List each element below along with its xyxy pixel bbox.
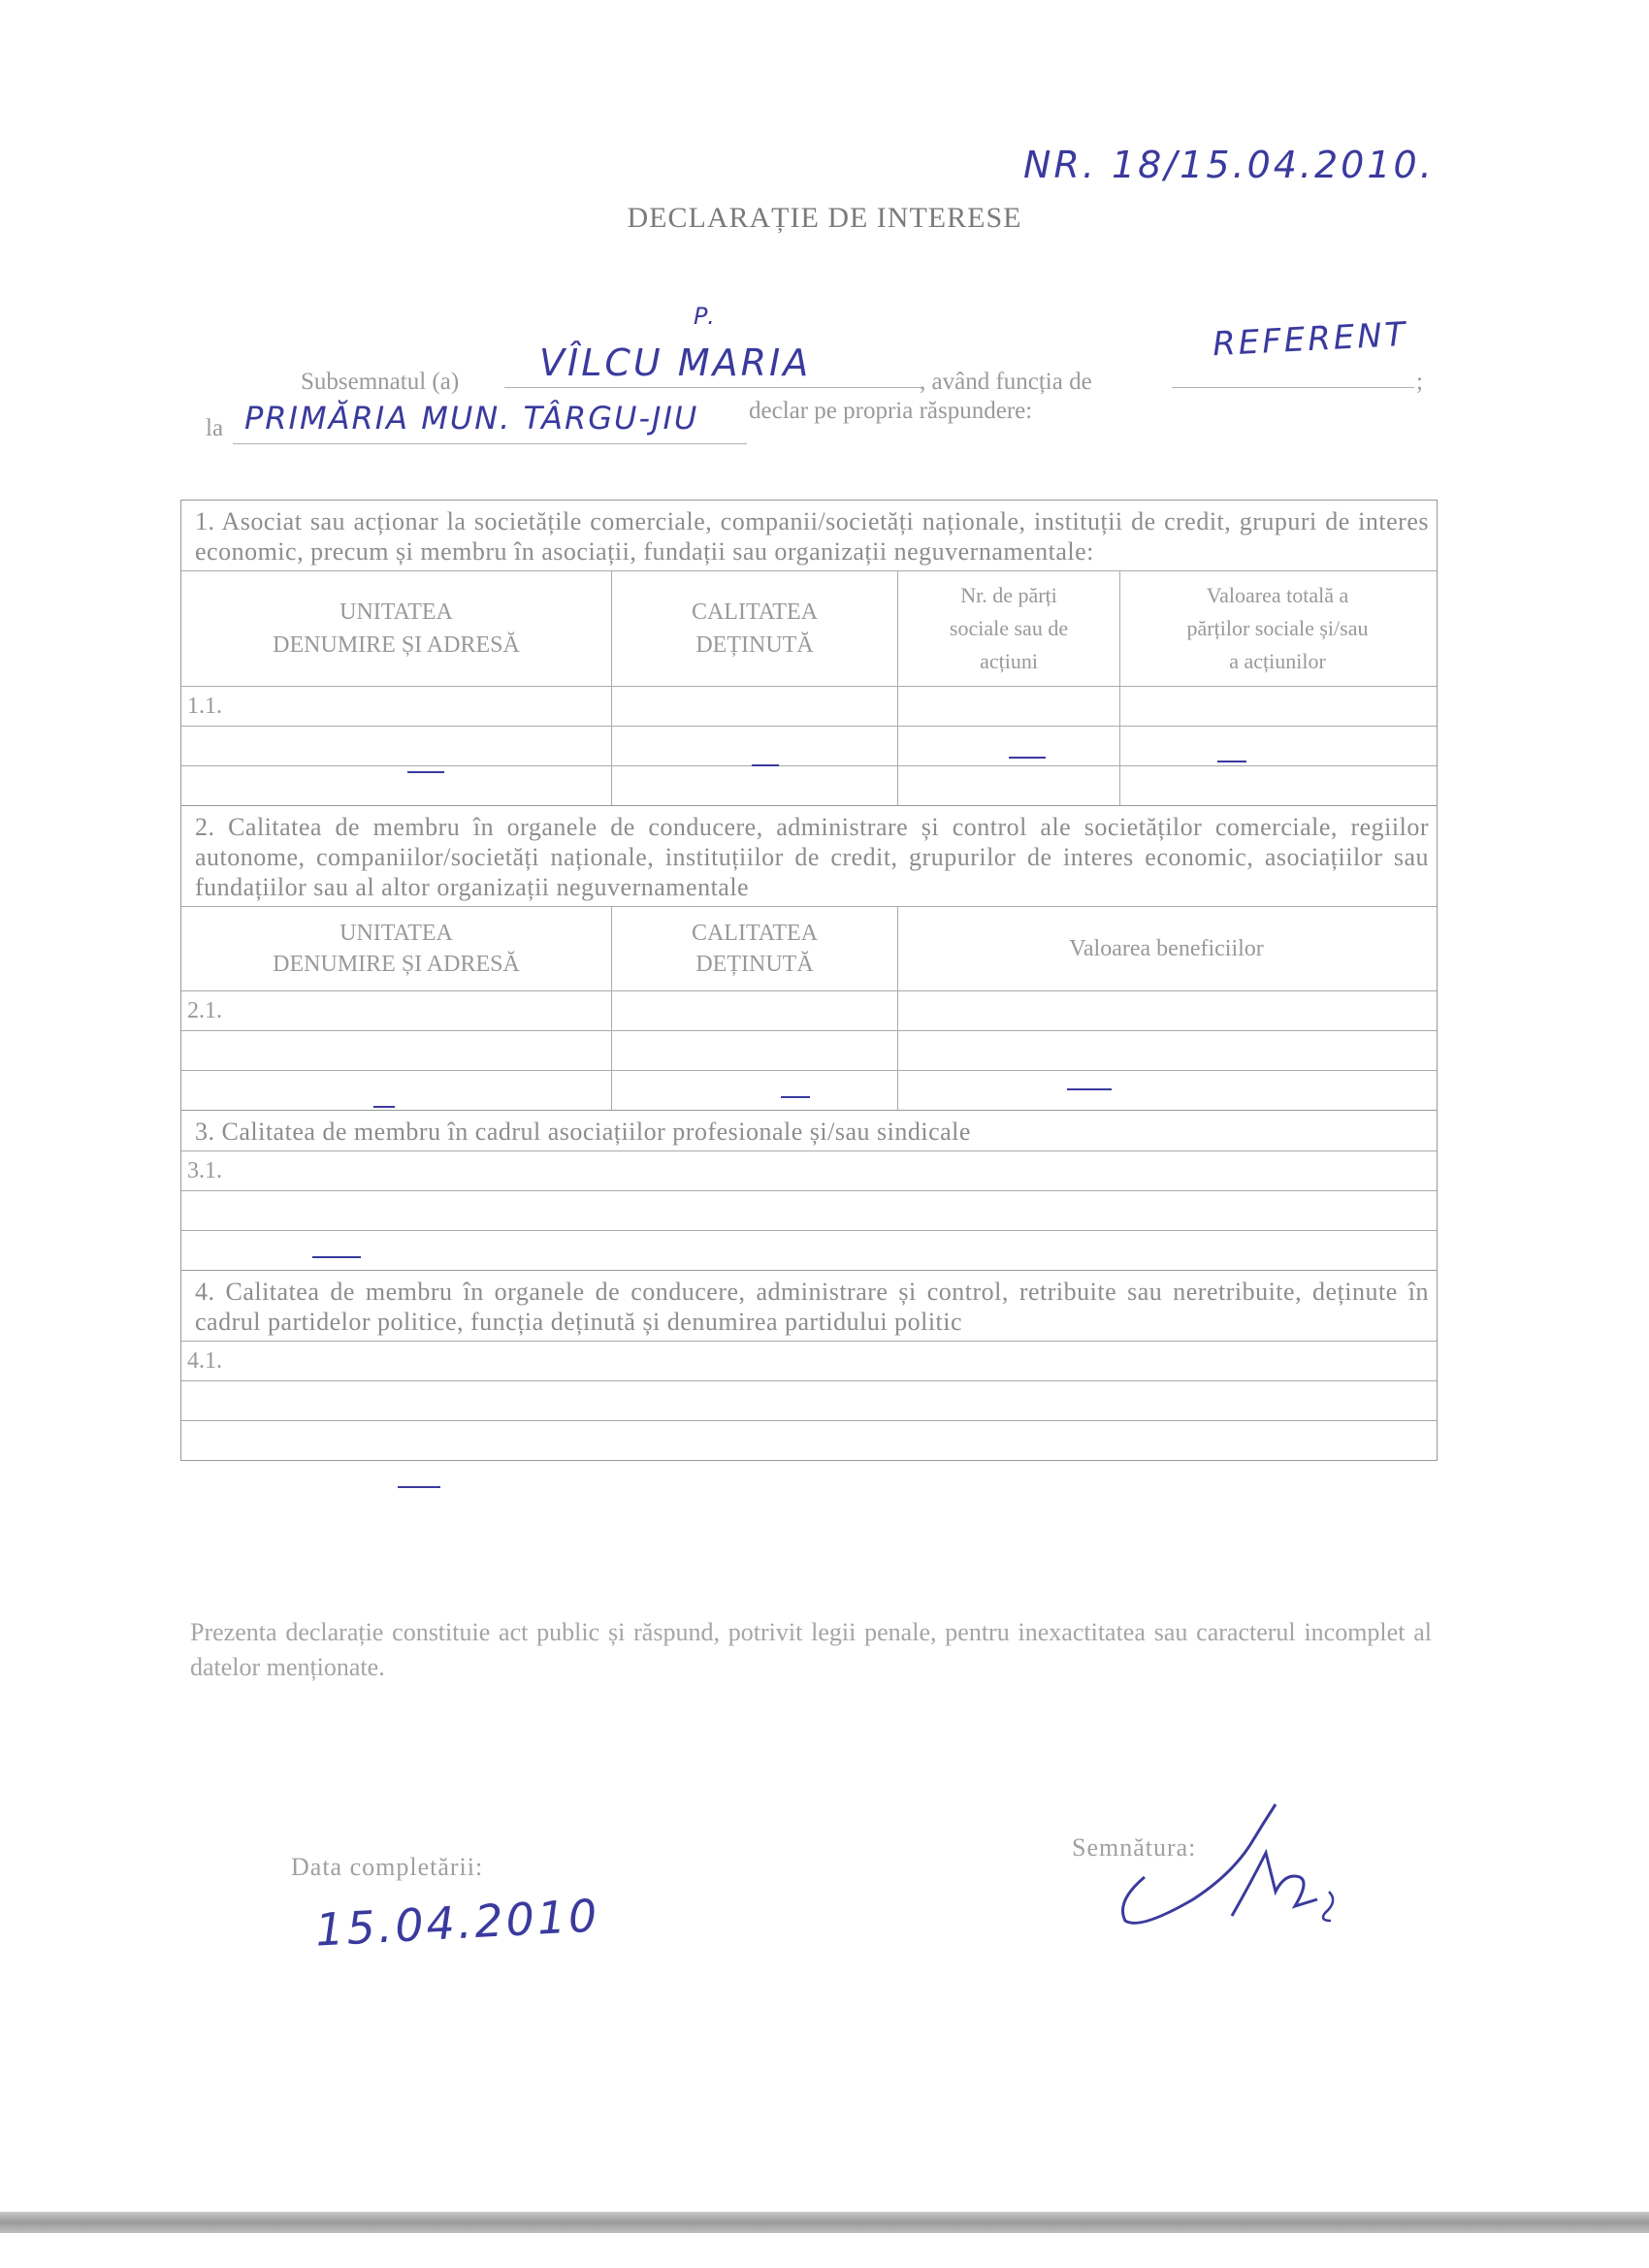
institution-value: PRIMĂRIA MUN. TÂRGU-JIU: [244, 400, 699, 437]
section-1-header-row: [181, 570, 1437, 686]
subsemnatul-label: Subsemnatul (a): [301, 369, 460, 395]
section-1: [181, 501, 1437, 806]
empty-mark: [781, 1096, 810, 1098]
table-cell: [612, 766, 898, 805]
table-cell: [898, 727, 1120, 765]
col-nr-parti-line2: sociale sau de: [949, 616, 1069, 640]
empty-mark: [1067, 1088, 1112, 1090]
table-row: [181, 1150, 1437, 1190]
function-value: REFERENT: [1212, 314, 1409, 365]
table-row: [181, 1380, 1437, 1420]
col-valoarea-beneficiilor-label: Valoarea beneficiilor: [1069, 936, 1264, 961]
table-cell: [612, 991, 898, 1030]
table-cell: [898, 991, 1435, 1030]
empty-mark: [1009, 757, 1046, 759]
col-unitatea-line1: UNITATEA: [340, 599, 453, 625]
table-cell: [898, 1071, 1435, 1110]
col-valoarea-line2: părților sociale și/sau: [1186, 616, 1369, 640]
table-row: [181, 1190, 1437, 1230]
function-underline: [1172, 386, 1414, 388]
section-3: [181, 1111, 1437, 1271]
col-calitatea-line2: DEȚINUTĂ: [695, 632, 814, 658]
col-valoarea-line1: Valoarea totală a: [1206, 583, 1349, 607]
col-unitatea: [181, 907, 612, 990]
table-cell: [612, 1071, 898, 1110]
table-cell: [1120, 727, 1435, 765]
col-nr-parti-line1: Nr. de părți: [960, 583, 1057, 607]
section-2-heading: 2. Calitatea de membru în organele de conducere, administrare și control ale societăților comerciale, regiilor autonome, companiilor/societăți naționale, instituțiilor de credit, grupurilor de interes economic, asociațiilor sau fundațiilor sau al altor organizații neguvernamentale: [195, 813, 1429, 901]
section-1-heading: 1. Asociat sau acționar la societățile comerciale, companii/societăți naționale, instituții de credit, grupuri de interes economic, precum și membru în asociații, fundații sau organizații neguvernamentale:: [195, 507, 1429, 566]
table-row: [181, 726, 1437, 765]
name-correction: P.: [694, 303, 718, 330]
section-2-header-row: [181, 906, 1437, 990]
name-underline: [504, 386, 922, 388]
table-cell: [181, 727, 612, 765]
col-unitatea-line2: DENUMIRE ȘI ADRESĂ: [273, 632, 520, 658]
section-4-heading: 4. Calitatea de membru în organele de conducere, administrare și control, retribuite sau neretribuite, deținute în cadrul partidelor politice, funcția deținută și denumirea partidului politic: [195, 1278, 1429, 1336]
signature-image: [1106, 1785, 1377, 1950]
la-label: la: [206, 415, 224, 441]
col-calitatea: [612, 571, 898, 686]
document-title: DECLARAȚIE DE INTERESE: [627, 202, 1022, 234]
col-unitatea: [181, 571, 612, 686]
col-valoarea-line3: a acțiunilor: [1229, 649, 1326, 673]
empty-mark: [1217, 761, 1246, 762]
table-cell: [612, 687, 898, 726]
table-cell: [1120, 687, 1435, 726]
table-row: [181, 1341, 1437, 1380]
table-row: [181, 990, 1437, 1030]
table-cell: [181, 1031, 612, 1070]
col-nr-parti: [898, 571, 1120, 686]
date-value: 15.04.2010: [313, 1889, 601, 1957]
empty-mark: [398, 1486, 440, 1488]
table-cell: [181, 766, 612, 805]
col-calitatea-line1: CALITATEA: [691, 599, 819, 625]
col-calitatea: [612, 907, 898, 990]
institution-underline: [233, 442, 747, 444]
table-cell: [181, 1421, 1435, 1460]
table-row: [181, 1030, 1437, 1070]
scan-edge: [0, 2212, 1649, 2233]
table-row: [181, 765, 1437, 805]
col-calitatea-line2: DEȚINUTĂ: [695, 952, 814, 977]
name-value: VÎLCU MARIA: [539, 341, 812, 384]
section-4: [181, 1271, 1437, 1460]
empty-mark: [373, 1106, 395, 1108]
table-cell: [181, 1231, 1435, 1270]
col-calitatea-line1: CALITATEA: [691, 921, 819, 946]
empty-mark: [407, 771, 444, 773]
legal-statement: Prezenta declarație constituie act public și răspund, potrivit legii penale, pentru inexactitatea sau caracterul incomplet al datelor menționate.: [190, 1618, 1432, 1681]
table-cell: [898, 1031, 1435, 1070]
col-nr-parti-line3: acțiuni: [980, 649, 1038, 673]
empty-mark: [312, 1256, 361, 1258]
registration-number: NR. 18/15.04.2010.: [1023, 144, 1435, 186]
row-number: 4.1.: [187, 1348, 222, 1374]
table-cell: [612, 1031, 898, 1070]
semicolon: ;: [1416, 369, 1423, 395]
table-cell: [612, 727, 898, 765]
table-cell: [181, 1381, 1435, 1420]
declar-label: declar pe propria răspundere:: [749, 398, 1033, 424]
table-row: [181, 1230, 1437, 1270]
table-cell: [181, 1071, 612, 1110]
signature-label: Semnătura:: [1072, 1833, 1197, 1862]
table-row: [181, 1420, 1437, 1460]
date-label: Data completării:: [291, 1853, 484, 1881]
row-number: 3.1.: [187, 1158, 222, 1183]
table-row: [181, 1070, 1437, 1110]
declaration-table: [180, 500, 1438, 1461]
row-number: 1.1.: [181, 687, 612, 726]
table-cell: [898, 687, 1120, 726]
function-label: , având funcția de: [920, 369, 1092, 395]
empty-mark: [752, 764, 779, 766]
col-valoarea-totala: [1120, 571, 1435, 686]
table-cell: [898, 766, 1120, 805]
col-unitatea-line1: UNITATEA: [340, 921, 453, 946]
table-cell: [1120, 766, 1435, 805]
row-number: 2.1.: [181, 991, 612, 1030]
col-valoarea-beneficiilor: [898, 907, 1435, 990]
section-3-heading: 3. Calitatea de membru în cadrul asociațiilor profesionale și/sau sindicale: [195, 1118, 971, 1146]
col-unitatea-line2: DENUMIRE ȘI ADRESĂ: [273, 952, 520, 977]
table-cell: [181, 1191, 1435, 1230]
section-2: [181, 806, 1437, 1111]
table-row: [181, 686, 1437, 726]
